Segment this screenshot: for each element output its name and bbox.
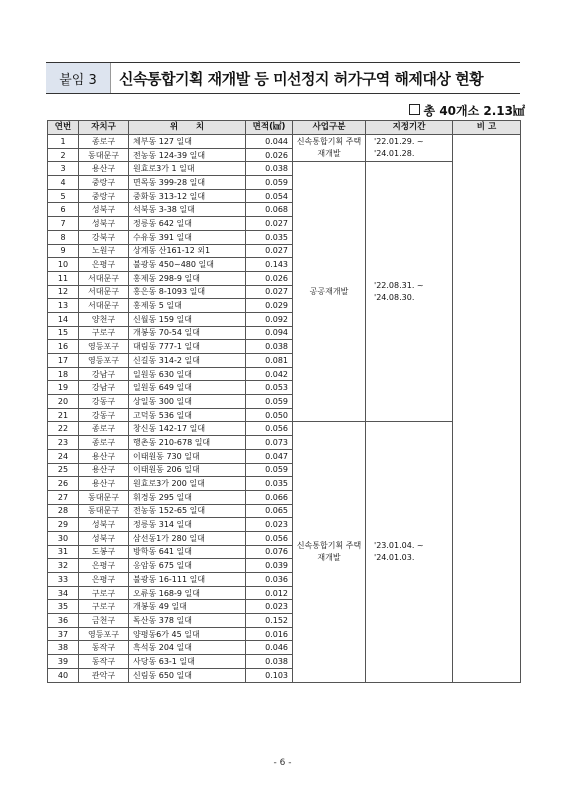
district-cell: 용산구 <box>79 463 129 477</box>
row-number: 5 <box>48 189 79 203</box>
row-number: 11 <box>48 271 79 285</box>
district-cell: 은평구 <box>79 258 129 272</box>
project-type-cell: 공공재개발 <box>293 162 366 422</box>
district-cell: 구로구 <box>79 600 129 614</box>
location-cell: 중화동 313-12 일대 <box>129 189 246 203</box>
area-cell: 0.054 <box>246 189 293 203</box>
location-cell: 이태원동 206 일대 <box>129 463 246 477</box>
area-cell: 0.016 <box>246 627 293 641</box>
location-cell: 체부동 127 일대 <box>129 135 246 149</box>
area-cell: 0.035 <box>246 477 293 491</box>
district-cell: 서대문구 <box>79 299 129 313</box>
row-number: 23 <box>48 436 79 450</box>
district-cell: 강동구 <box>79 408 129 422</box>
location-cell: 이태원동 730 일대 <box>129 449 246 463</box>
summary-text: 총 40개소 2.13㎢ <box>423 104 525 118</box>
location-cell: 창신동 142-17 일대 <box>129 422 246 436</box>
row-number: 15 <box>48 326 79 340</box>
area-cell: 0.023 <box>246 518 293 532</box>
area-cell: 0.081 <box>246 354 293 368</box>
district-cell: 양천구 <box>79 312 129 326</box>
col-header-type: 사업구분 <box>293 121 366 135</box>
area-cell: 0.038 <box>246 162 293 176</box>
location-cell: 흑석동 204 일대 <box>129 641 246 655</box>
district-cell: 강남구 <box>79 381 129 395</box>
area-cell: 0.047 <box>246 449 293 463</box>
row-number: 26 <box>48 477 79 491</box>
project-type-cell: 신속통합기획 주택재개발 <box>293 135 366 162</box>
area-cell: 0.035 <box>246 230 293 244</box>
col-header-district: 자치구 <box>79 121 129 135</box>
district-cell: 은평구 <box>79 559 129 573</box>
location-cell: 원효로3가 200 일대 <box>129 477 246 491</box>
row-number: 3 <box>48 162 79 176</box>
location-cell: 석북동 3-38 일대 <box>129 203 246 217</box>
location-cell: 홍제동 5 일대 <box>129 299 246 313</box>
col-header-area: 면적(㎢) <box>246 121 293 135</box>
district-cell: 강남구 <box>79 367 129 381</box>
location-cell: 응암동 675 일대 <box>129 559 246 573</box>
summary-line <box>409 102 525 119</box>
row-number: 39 <box>48 655 79 669</box>
location-cell: 신월동 159 일대 <box>129 312 246 326</box>
location-cell: 양평동6가 45 일대 <box>129 627 246 641</box>
area-cell: 0.152 <box>246 614 293 628</box>
row-number: 14 <box>48 312 79 326</box>
row-number: 29 <box>48 518 79 532</box>
area-cell: 0.073 <box>246 436 293 450</box>
row-number: 4 <box>48 176 79 190</box>
location-cell: 독산동 378 일대 <box>129 614 246 628</box>
area-cell: 0.059 <box>246 176 293 190</box>
location-cell: 홍은동 8-1093 일대 <box>129 285 246 299</box>
location-cell: 전농동 124-39 일대 <box>129 148 246 162</box>
location-cell: 개봉동 70-54 일대 <box>129 326 246 340</box>
row-number: 35 <box>48 600 79 614</box>
project-type-cell: 신속통합기획 주택재개발 <box>293 422 366 682</box>
row-number: 28 <box>48 504 79 518</box>
location-cell: 방학동 641 일대 <box>129 545 246 559</box>
area-cell: 0.027 <box>246 285 293 299</box>
row-number: 37 <box>48 627 79 641</box>
table-row <box>48 135 521 149</box>
district-cell: 종로구 <box>79 135 129 149</box>
area-cell: 0.027 <box>246 244 293 258</box>
district-cell: 용산구 <box>79 449 129 463</box>
row-number: 38 <box>48 641 79 655</box>
col-header-location: 위 치 <box>129 121 246 135</box>
district-cell: 동대문구 <box>79 504 129 518</box>
location-cell: 일원동 649 일대 <box>129 381 246 395</box>
location-cell: 행촌동 210-678 일대 <box>129 436 246 450</box>
area-cell: 0.103 <box>246 668 293 682</box>
district-cell: 은평구 <box>79 573 129 587</box>
area-cell: 0.053 <box>246 381 293 395</box>
row-number: 40 <box>48 668 79 682</box>
row-number: 12 <box>48 285 79 299</box>
location-cell: 상일동 300 일대 <box>129 395 246 409</box>
area-cell: 0.036 <box>246 573 293 587</box>
district-cell: 구로구 <box>79 586 129 600</box>
row-number: 34 <box>48 586 79 600</box>
row-number: 13 <box>48 299 79 313</box>
district-cell: 도봉구 <box>79 545 129 559</box>
district-cell: 중랑구 <box>79 189 129 203</box>
location-cell: 불광동 450~480 일대 <box>129 258 246 272</box>
designation-period-cell: '22.01.29. ~ '24.01.28. <box>366 135 453 162</box>
district-cell: 용산구 <box>79 162 129 176</box>
area-cell: 0.065 <box>246 504 293 518</box>
area-cell: 0.059 <box>246 463 293 477</box>
row-number: 21 <box>48 408 79 422</box>
row-number: 25 <box>48 463 79 477</box>
area-cell: 0.012 <box>246 586 293 600</box>
location-cell: 상계동 산161-12 외1 <box>129 244 246 258</box>
district-cell: 강동구 <box>79 395 129 409</box>
area-cell: 0.038 <box>246 340 293 354</box>
table-body <box>48 135 521 683</box>
district-cell: 성북구 <box>79 531 129 545</box>
row-number: 17 <box>48 354 79 368</box>
location-cell: 개봉동 49 일대 <box>129 600 246 614</box>
district-cell: 동작구 <box>79 655 129 669</box>
row-number: 9 <box>48 244 79 258</box>
area-cell: 0.143 <box>246 258 293 272</box>
table-row <box>48 162 521 176</box>
area-cell: 0.023 <box>246 600 293 614</box>
row-number: 24 <box>48 449 79 463</box>
district-cell: 동작구 <box>79 641 129 655</box>
row-number: 2 <box>48 148 79 162</box>
district-cell: 금천구 <box>79 614 129 628</box>
area-cell: 0.044 <box>246 135 293 149</box>
location-cell: 원효로3가 1 일대 <box>129 162 246 176</box>
area-cell: 0.056 <box>246 531 293 545</box>
row-number: 36 <box>48 614 79 628</box>
row-number: 32 <box>48 559 79 573</box>
district-cell: 영등포구 <box>79 354 129 368</box>
col-header-remarks: 비 고 <box>453 121 521 135</box>
row-number: 8 <box>48 230 79 244</box>
table-header-row <box>48 121 521 135</box>
area-cell: 0.076 <box>246 545 293 559</box>
remarks-cell <box>453 135 521 683</box>
location-cell: 신림동 650 일대 <box>129 668 246 682</box>
release-target-table <box>47 120 521 683</box>
col-header-period: 지정기간 <box>366 121 453 135</box>
area-cell: 0.039 <box>246 559 293 573</box>
row-number: 10 <box>48 258 79 272</box>
area-cell: 0.059 <box>246 395 293 409</box>
area-cell: 0.038 <box>246 655 293 669</box>
district-cell: 영등포구 <box>79 340 129 354</box>
row-number: 19 <box>48 381 79 395</box>
district-cell: 노원구 <box>79 244 129 258</box>
location-cell: 사당동 63-1 일대 <box>129 655 246 669</box>
location-cell: 불광동 16-111 일대 <box>129 573 246 587</box>
location-cell: 일원동 630 일대 <box>129 367 246 381</box>
location-cell: 대림동 777-1 일대 <box>129 340 246 354</box>
col-header-no: 연번 <box>48 121 79 135</box>
district-cell: 서대문구 <box>79 285 129 299</box>
section-title-bar <box>46 62 520 94</box>
location-cell: 오류동 168-9 일대 <box>129 586 246 600</box>
area-cell: 0.027 <box>246 217 293 231</box>
location-cell: 수유동 391 일대 <box>129 230 246 244</box>
district-cell: 종로구 <box>79 436 129 450</box>
district-cell: 동대문구 <box>79 148 129 162</box>
designation-period-cell: '23.01.04. ~ '24.01.03. <box>366 422 453 682</box>
row-number: 16 <box>48 340 79 354</box>
attachment-tag: 붙임 3 <box>46 63 111 93</box>
district-cell: 중랑구 <box>79 176 129 190</box>
district-cell: 관악구 <box>79 668 129 682</box>
area-cell: 0.068 <box>246 203 293 217</box>
area-cell: 0.029 <box>246 299 293 313</box>
designation-period-cell: '22.08.31. ~ '24.08.30. <box>366 162 453 422</box>
district-cell: 성북구 <box>79 217 129 231</box>
district-cell: 동대문구 <box>79 490 129 504</box>
page-title: 신속통합기획 재개발 등 미선정지 허가구역 해제대상 현황 <box>119 69 484 88</box>
district-cell: 구로구 <box>79 326 129 340</box>
district-cell: 성북구 <box>79 518 129 532</box>
district-cell: 영등포구 <box>79 627 129 641</box>
district-cell: 서대문구 <box>79 271 129 285</box>
page-number: - 6 - <box>273 758 292 768</box>
location-cell: 전농동 152-65 일대 <box>129 504 246 518</box>
district-cell: 성북구 <box>79 203 129 217</box>
district-cell: 용산구 <box>79 477 129 491</box>
row-number: 27 <box>48 490 79 504</box>
location-cell: 신길동 314-2 일대 <box>129 354 246 368</box>
row-number: 6 <box>48 203 79 217</box>
area-cell: 0.026 <box>246 148 293 162</box>
row-number: 20 <box>48 395 79 409</box>
area-cell: 0.092 <box>246 312 293 326</box>
area-cell: 0.026 <box>246 271 293 285</box>
row-number: 18 <box>48 367 79 381</box>
row-number: 7 <box>48 217 79 231</box>
area-cell: 0.050 <box>246 408 293 422</box>
row-number: 33 <box>48 573 79 587</box>
area-cell: 0.056 <box>246 422 293 436</box>
checkbox-square-icon <box>409 104 420 115</box>
location-cell: 정릉동 642 일대 <box>129 217 246 231</box>
location-cell: 삼선동1가 280 일대 <box>129 531 246 545</box>
row-number: 31 <box>48 545 79 559</box>
location-cell: 면목동 399-28 일대 <box>129 176 246 190</box>
area-cell: 0.042 <box>246 367 293 381</box>
location-cell: 고덕동 536 일대 <box>129 408 246 422</box>
location-cell: 휘경동 295 일대 <box>129 490 246 504</box>
district-cell: 강북구 <box>79 230 129 244</box>
district-cell: 종로구 <box>79 422 129 436</box>
row-number: 30 <box>48 531 79 545</box>
location-cell: 홍제동 298-9 일대 <box>129 271 246 285</box>
area-cell: 0.046 <box>246 641 293 655</box>
table-row <box>48 422 521 436</box>
area-cell: 0.094 <box>246 326 293 340</box>
area-cell: 0.066 <box>246 490 293 504</box>
location-cell: 정릉동 314 일대 <box>129 518 246 532</box>
row-number: 22 <box>48 422 79 436</box>
row-number: 1 <box>48 135 79 149</box>
